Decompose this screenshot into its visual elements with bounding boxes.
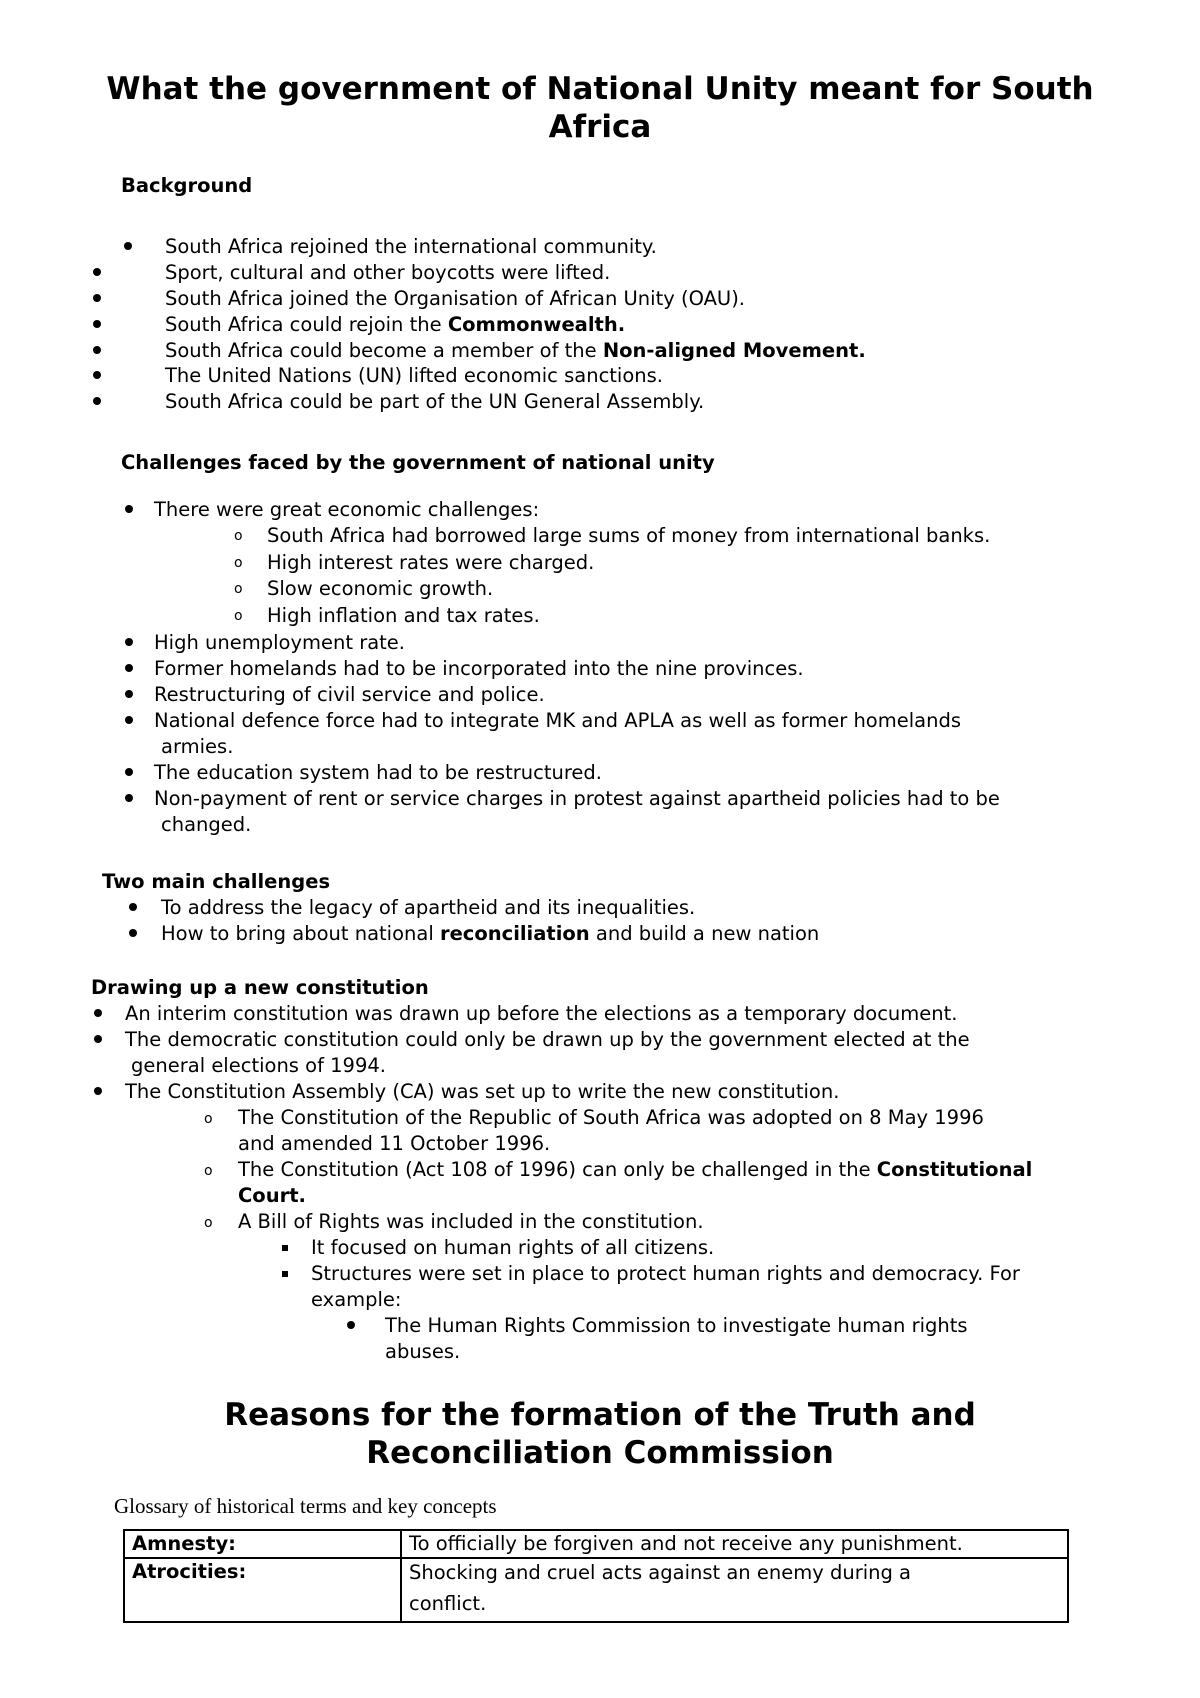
bullet-icon bbox=[125, 690, 133, 698]
bullet-icon bbox=[93, 371, 101, 379]
list-item: Slow economic growth. bbox=[267, 577, 494, 600]
section-heading-constitution: Drawing up a new constitution bbox=[91, 976, 429, 999]
list-item: A Bill of Rights was included in the constitution. bbox=[238, 1210, 704, 1233]
list-item: South Africa rejoined the international community. bbox=[165, 235, 657, 258]
circle-bullet-icon: o bbox=[204, 1163, 213, 1179]
bullet-icon bbox=[94, 1087, 102, 1095]
glossary-term: Atrocities: bbox=[124, 1558, 401, 1622]
list-item: High interest rates were charged. bbox=[267, 551, 595, 574]
list-item-continuation: armies. bbox=[161, 735, 234, 758]
list-item: High inflation and tax rates. bbox=[267, 604, 540, 627]
list-item: Non-payment of rent or service charges in protest against apartheid policies had to be bbox=[154, 787, 1000, 810]
bullet-icon bbox=[94, 1035, 102, 1043]
bullet-icon bbox=[125, 768, 133, 776]
list-item: An interim constitution was drawn up before the elections as a temporary document. bbox=[125, 1002, 958, 1025]
section-heading-challenges: Challenges faced by the government of national unity bbox=[121, 451, 715, 474]
page-title: What the government of National Unity meant for South Africa bbox=[106, 71, 1094, 145]
bullet-icon bbox=[125, 716, 133, 724]
bullet-icon bbox=[125, 664, 133, 672]
circle-bullet-icon: o bbox=[234, 555, 243, 571]
list-item-continuation: changed. bbox=[161, 813, 252, 836]
list-item-continuation: abuses. bbox=[385, 1340, 461, 1363]
trc-title-line2: Reconciliation Commission bbox=[366, 1435, 834, 1471]
section-heading-two-main-challenges: Two main challenges bbox=[102, 870, 331, 893]
list-item: It focused on human rights of all citizens. bbox=[311, 1236, 715, 1259]
list-item: Structures were set in place to protect human rights and democracy. For bbox=[311, 1262, 1020, 1285]
list-item: The Constitution of the Republic of South Africa was adopted on 8 May 1996 bbox=[238, 1106, 984, 1129]
table-row bbox=[124, 1558, 1068, 1622]
bullet-icon bbox=[93, 268, 101, 276]
list-item: The United Nations (UN) lifted economic sanctions. bbox=[165, 364, 664, 387]
square-bullet-icon bbox=[282, 1245, 288, 1251]
bullet-icon bbox=[93, 346, 101, 354]
list-item: The education system had to be restructured. bbox=[154, 761, 603, 784]
circle-bullet-icon: o bbox=[234, 608, 243, 624]
section-heading-background: Background bbox=[121, 174, 253, 197]
bullet-icon bbox=[125, 638, 133, 646]
square-bullet-icon bbox=[282, 1271, 288, 1277]
list-item: To address the legacy of apartheid and its inequalities. bbox=[161, 896, 696, 919]
list-item: The Human Rights Commission to investigate human rights bbox=[385, 1314, 968, 1337]
list-item: South Africa could be part of the UN General Assembly. bbox=[165, 390, 705, 413]
bullet-icon bbox=[125, 794, 133, 802]
bullet-icon bbox=[129, 903, 137, 911]
bullet-icon bbox=[125, 505, 133, 513]
list-item-continuation: and amended 11 October 1996. bbox=[238, 1132, 551, 1155]
glossary-definition: Shocking and cruel acts against an enemy during a conflict. bbox=[401, 1558, 1068, 1622]
list-item: How to bring about national reconciliation and build a new nation bbox=[161, 922, 820, 945]
list-item: Former homelands had to be incorporated into the nine provinces. bbox=[154, 657, 804, 680]
list-item: South Africa could become a member of the Non-aligned Movement. bbox=[165, 339, 866, 362]
bullet-icon bbox=[124, 242, 132, 250]
list-item: The Constitution (Act 108 of 1996) can only be challenged in the Constitutional bbox=[238, 1158, 1033, 1181]
trc-title-line1: Reasons for the formation of the Truth and bbox=[224, 1397, 976, 1433]
circle-bullet-icon: o bbox=[234, 528, 243, 544]
list-item: Restructuring of civil service and police. bbox=[154, 683, 545, 706]
circle-bullet-icon: o bbox=[204, 1111, 213, 1127]
list-item: South Africa joined the Organisation of African Unity (OAU). bbox=[165, 287, 746, 310]
list-item: National defence force had to integrate MK and APLA as well as former homelands bbox=[154, 709, 961, 732]
bullet-icon bbox=[129, 929, 137, 937]
list-item: Sport, cultural and other boycotts were lifted. bbox=[165, 261, 611, 284]
list-item: The democratic constitution could only be drawn up by the government elected at the bbox=[125, 1028, 970, 1051]
circle-bullet-icon: o bbox=[234, 581, 243, 597]
table-row bbox=[124, 1530, 1068, 1558]
list-item-continuation: example: bbox=[311, 1288, 402, 1311]
list-item: High unemployment rate. bbox=[154, 631, 405, 654]
bullet-icon bbox=[347, 1321, 355, 1329]
glossary-term: Amnesty: bbox=[124, 1530, 401, 1558]
glossary-table bbox=[123, 1529, 1069, 1623]
list-item: South Africa could rejoin the Commonwealth. bbox=[165, 313, 626, 336]
bullet-icon bbox=[93, 294, 101, 302]
list-item-continuation: Court. bbox=[238, 1184, 306, 1207]
circle-bullet-icon: o bbox=[204, 1215, 213, 1231]
list-item: The Constitution Assembly (CA) was set up to write the new constitution. bbox=[125, 1080, 840, 1103]
glossary-definition: To officially be forgiven and not receive any punishment. bbox=[401, 1530, 1068, 1558]
list-item: There were great economic challenges: bbox=[154, 498, 540, 521]
list-item: South Africa had borrowed large sums of money from international banks. bbox=[267, 524, 991, 547]
list-item-continuation: general elections of 1994. bbox=[131, 1054, 386, 1077]
bullet-icon bbox=[93, 397, 101, 405]
bullet-icon bbox=[93, 320, 101, 328]
bullet-icon bbox=[94, 1009, 102, 1017]
glossary-label: Glossary of historical terms and key concepts bbox=[114, 1494, 497, 1518]
